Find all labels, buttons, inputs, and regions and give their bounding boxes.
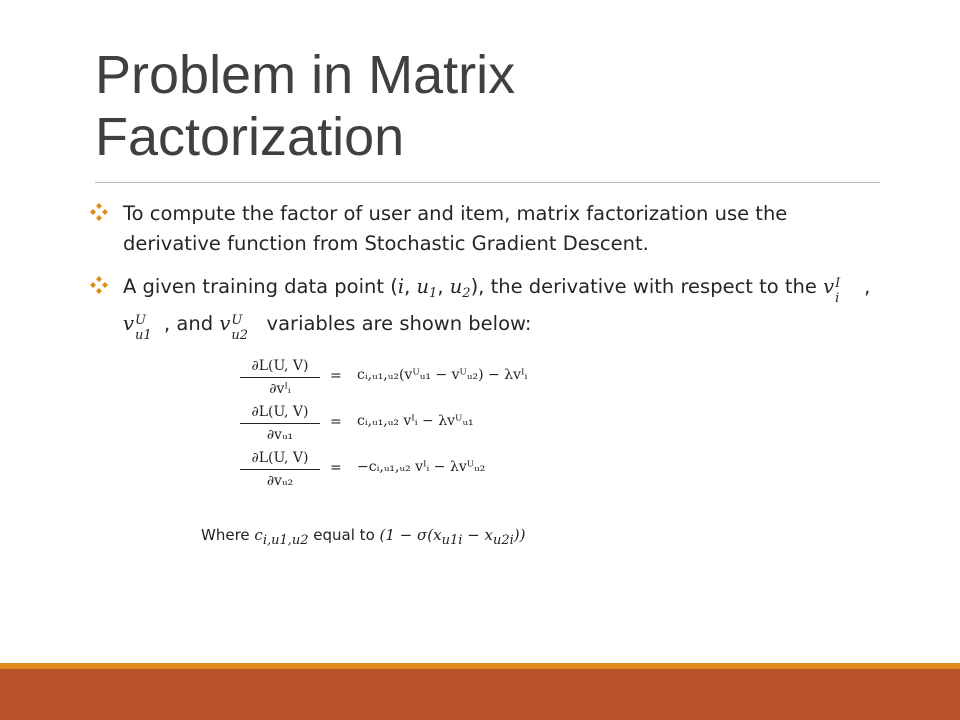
math-supsub bbox=[834, 275, 864, 306]
bullet-text-2 bbox=[123, 272, 878, 343]
equation-rhs: cᵢ,ᵤ₁,ᵤ₂ vᴵᵢ − λvᵁᵤ₁ bbox=[357, 413, 474, 429]
fraction-bar bbox=[240, 423, 320, 424]
fraction bbox=[240, 356, 320, 399]
text-fragment: variables are shown below: bbox=[260, 312, 532, 335]
math-expression: (1 − σ(x bbox=[379, 526, 442, 544]
fraction-numerator: ∂L(U, V) bbox=[251, 358, 309, 374]
equals-sign: = bbox=[330, 414, 342, 430]
fraction-denominator: ∂vᵤ₁ bbox=[266, 427, 294, 443]
footer-band bbox=[0, 669, 960, 720]
where-note bbox=[201, 526, 526, 548]
fraction bbox=[240, 402, 320, 445]
math-subscript: u1 bbox=[135, 327, 152, 343]
equals-sign: = bbox=[330, 368, 342, 384]
math-superscript: U bbox=[231, 312, 243, 328]
math-subscript: u2i bbox=[492, 533, 514, 548]
bullet-item-2 bbox=[88, 272, 878, 343]
fraction-bar bbox=[240, 377, 320, 378]
fraction-denominator: ∂vᴵᵢ bbox=[269, 381, 291, 397]
math-v: v bbox=[823, 275, 835, 298]
math-u: u bbox=[449, 275, 463, 298]
equation-row-2 bbox=[232, 402, 572, 448]
fraction-denominator: ∂vᵤ₂ bbox=[266, 473, 294, 489]
bullet-text-1: To compute the factor of user and item, matrix factorization use the derivative function from Stochastic Gradient Descent. bbox=[123, 202, 788, 255]
math-superscript: U bbox=[135, 312, 146, 328]
text-fragment: A given training data point ( bbox=[123, 275, 398, 298]
text-fragment: equal to bbox=[308, 526, 380, 544]
math-subscript: u1i bbox=[441, 533, 463, 548]
math-expression: )) bbox=[513, 526, 526, 544]
math-i: i bbox=[397, 275, 405, 298]
fraction bbox=[240, 448, 320, 491]
math-v: v bbox=[219, 312, 231, 335]
math-subscript: u2 bbox=[231, 327, 249, 343]
text-fragment: , and bbox=[164, 312, 220, 335]
math-subscript: 1 bbox=[429, 286, 438, 301]
slide-title: Problem in Matrix Factorization bbox=[95, 45, 516, 167]
text-fragment: ), the derivative with respect to the bbox=[470, 275, 824, 298]
text-fragment: , bbox=[864, 275, 871, 298]
fraction-bar bbox=[240, 469, 320, 470]
equation-row-1 bbox=[232, 356, 572, 402]
math-subscript: i bbox=[835, 290, 840, 306]
text-fragment: Where bbox=[201, 526, 255, 544]
derivative-equations bbox=[232, 356, 572, 496]
math-superscript: I bbox=[835, 275, 841, 291]
math-v: v bbox=[123, 312, 135, 335]
math-subscript: 2 bbox=[462, 286, 471, 301]
math-u: u bbox=[416, 275, 430, 298]
four-diamond-bullet-icon bbox=[88, 274, 110, 296]
equation-row-3 bbox=[232, 448, 572, 494]
math-expression: − x bbox=[462, 526, 493, 544]
fraction-numerator: ∂L(U, V) bbox=[251, 450, 309, 466]
bullet-item-1 bbox=[88, 199, 878, 259]
math-c: c bbox=[254, 526, 263, 544]
fraction-numerator: ∂L(U, V) bbox=[251, 404, 309, 420]
math-supsub bbox=[230, 312, 260, 343]
math-subscript: i,u1,u2 bbox=[262, 533, 309, 548]
equation-rhs: cᵢ,ᵤ₁,ᵤ₂(vᵁᵤ₁ − vᵁᵤ₂) − λvᴵᵢ bbox=[357, 367, 528, 383]
text-fragment: , bbox=[404, 275, 417, 298]
four-diamond-bullet-icon bbox=[88, 201, 110, 223]
equals-sign: = bbox=[330, 460, 342, 476]
equation-rhs: −cᵢ,ᵤ₁,ᵤ₂ vᴵᵢ − λvᵁᵤ₂ bbox=[357, 459, 486, 475]
math-supsub bbox=[134, 312, 164, 343]
title-divider bbox=[95, 182, 880, 183]
text-fragment: , bbox=[437, 275, 450, 298]
